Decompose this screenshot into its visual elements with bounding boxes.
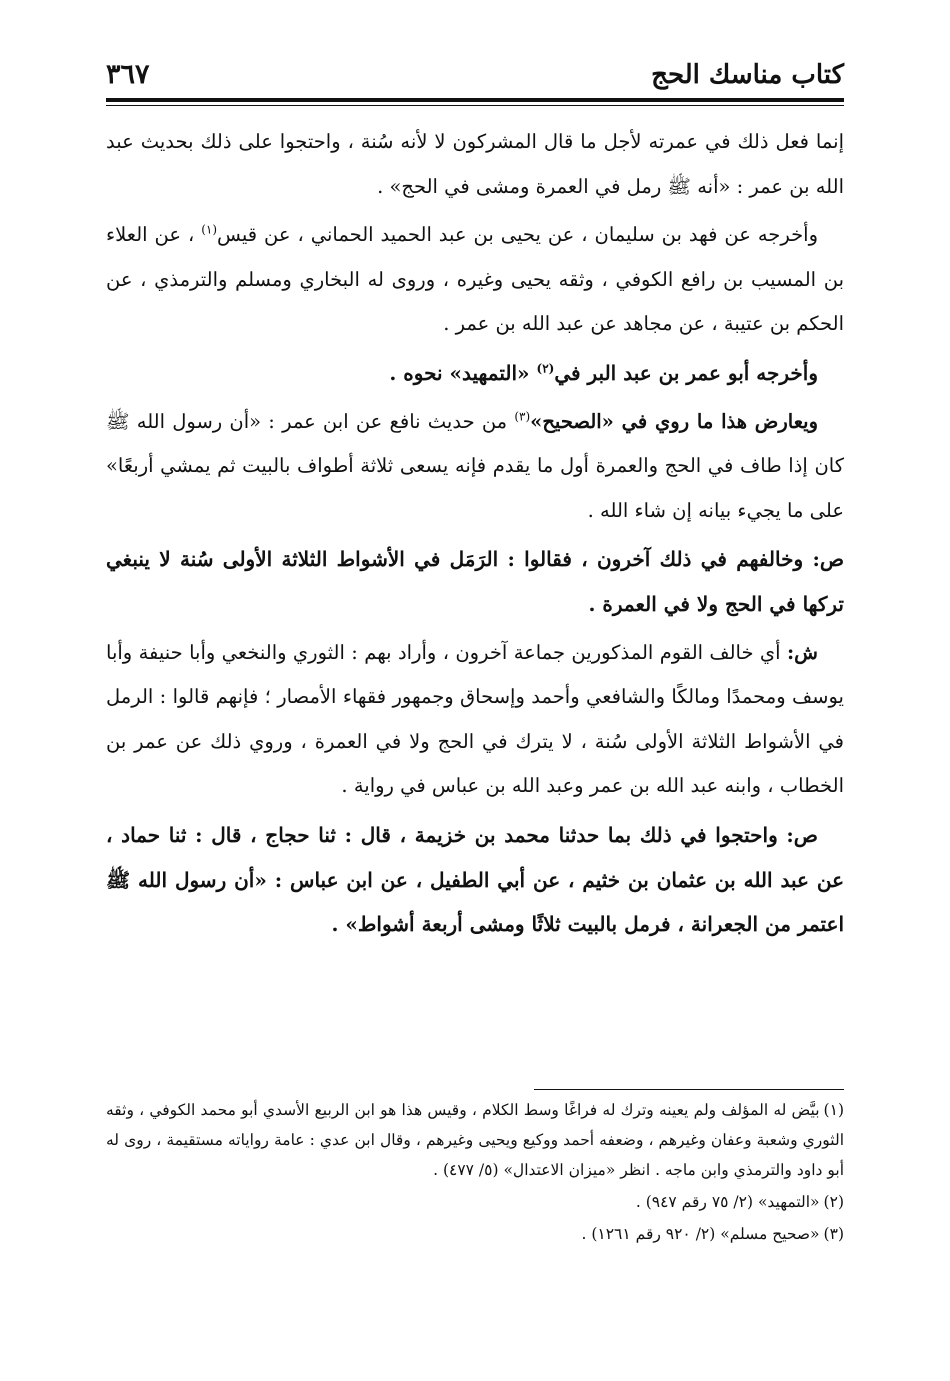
main-text [106, 120, 844, 951]
footnote-1-mark: (١) [823, 1101, 844, 1119]
footnote-3-text: «صحيح مسلم» (٢/ ٩٢٠ رقم ١٢٦١) . [581, 1225, 820, 1243]
footnote-1-text: بيَّض له المؤلف ولم يعينه وترك له فراغًا وسط الكلام ، وقيس هذا هو ابن الربيع الأسدي أبو محمد الكوفي ، وثقه الثوري وشعبة وعفان وغيرهم ، وضعفه أحمد ووكيع ويحيى وغيرهم ، وقال ابن عدي : عامة رواياته مستقيمة ، روى له أبو داود والترمذي وابن ماجه . انظر «ميزان الاعتدال» (٥/ ٤٧٧) . [106, 1101, 844, 1179]
paragraph-4-text-a: ويعارض هذا ما روي في «الصحيح» [530, 409, 818, 433]
paragraph-2 [106, 213, 844, 347]
paragraph-2-text-b: ، عن العلاء بن المسيب بن رافع الكوفي ، وثقه يحيى وغيره ، وروى له البخاري ومسلم والترمذي ، عن الحكم بن عتيبة ، عن مجاهد عن عبد الله بن عمر . [106, 223, 844, 336]
running-title: كتاب مناسك الحج [651, 60, 844, 90]
footnote-3-mark: (٣) [823, 1225, 844, 1243]
paragraph-3-text-a: وأخرجه أبو عمر بن عبد البر في [554, 360, 818, 385]
page-number: ٣٦٧ [106, 59, 150, 90]
footnotes [106, 1095, 844, 1251]
paragraph-6-text: أي خالف القوم المذكورين جماعة آخرون ، وأراد بهم : الثوري والنخعي وأبا حنيفة وأبا يوسف ومحمدًا ومالكًا والشافعي وأحمد وإسحاق وجمهور فقهاء الأمصار ؛ فإنهم قالوا : الرمل في الأشواط الثلاثة الأولى سُنة ، لا يترك في الحج ولا في العمرة ، وروي ذلك عن عمر بن الخطاب ، وابنه عبد الله بن عمر وعبد الله بن عباس في رواية . [106, 640, 844, 798]
footnote-2-mark: (٢) [823, 1193, 844, 1211]
page-header [106, 44, 844, 90]
footnote-ref-3: (٣) [514, 409, 531, 424]
header-rule [106, 98, 844, 102]
paragraph-4 [106, 400, 844, 534]
header-rule-thin [106, 105, 844, 106]
paragraph-3 [106, 351, 844, 396]
footnote-ref-1: (١) [201, 222, 218, 237]
paragraph-2-text-a: وأخرجه عن فهد بن سليمان ، عن يحيى بن عبد الحميد الحماني ، عن قيس [217, 223, 818, 247]
footnote-2 [106, 1187, 844, 1217]
commentary-label: ش: [786, 640, 818, 664]
paragraph-1: إنما فعل ذلك في عمرته لأجل ما قال المشركون لا لأنه سُنة ، واحتجوا على ذلك بحديث عبد الله بن عمر : «أنه ﷺ رمل في العمرة ومشى في الحج» . [106, 130, 844, 198]
footnote-separator [534, 1089, 844, 1090]
footnote-2-text: «التمهيد» (٢/ ٧٥ رقم ٩٤٧) . [635, 1193, 820, 1211]
footnote-ref-2: (٢) [536, 361, 555, 376]
paragraph-7: ص: واحتجوا في ذلك بما حدثنا محمد بن خزيمة ، قال : ثنا حجاج ، قال : ثنا حماد ، عن عبد الله بن عثمان بن خثيم ، عن أبي الطفيل ، عن ابن عباس : «أن رسول الله ﷺ اعتمر من الجعرانة ، فرمل بالبيت ثلاثًا ومشى أربعة أشواط» . [106, 822, 844, 937]
paragraph-5: ص: وخالفهم في ذلك آخرون ، فقالوا : الرَمَل في الأشواط الثلاثة الأولى سُنة لا ينبغي تركها في الحج ولا في العمرة . [106, 547, 845, 616]
paragraph-3-text-b: «التمهيد» نحوه . [389, 360, 530, 385]
paragraph-4-text-b: من حديث نافع عن ابن عمر : «أن رسول الله ﷺ كان إذا طاف في الحج والعمرة أول ما يقدم فإنه يسعى ثلاثة أطواف بالبيت ثم يمشي أربعًا» على ما يجيء بيانه إن شاء الله . [106, 409, 844, 522]
paragraph-6 [106, 631, 844, 809]
footnote-3 [106, 1219, 844, 1249]
footnote-1 [106, 1095, 844, 1185]
